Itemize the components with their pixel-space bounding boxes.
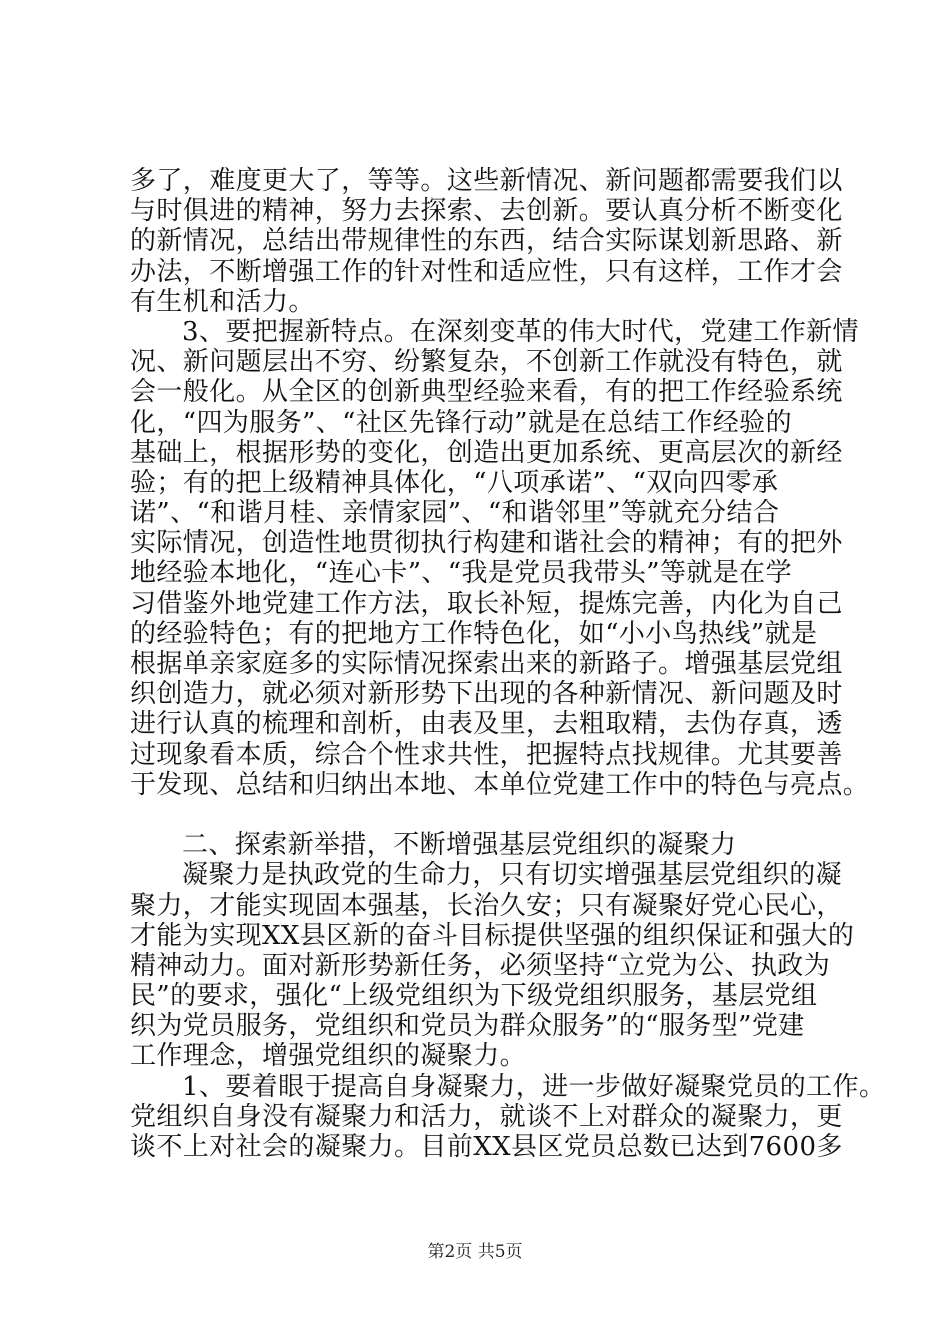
paragraph-gap <box>130 800 830 830</box>
text-line: 实际情况，创造性地贯彻执行构建和谐社会的精神；有的把外 <box>130 528 843 559</box>
text-line: 才能为实现XX县区新的奋斗目标提供坚强的组织保证和强大的 <box>130 920 855 951</box>
text-line: 织创造力，就必须对新形势下出现的各种新情况、新问题及时 <box>130 679 843 710</box>
paragraph-heading: 3、要把握新特点。在深刻变革的伟大时代，党建工作新情 <box>182 316 859 347</box>
text-line: 聚力，才能实现固本强基，长治久安；只有凝聚好党心民心， <box>130 890 843 921</box>
text-line: 与时俱进的精神，努力去探索、去创新。要认真分析不断变化 <box>130 196 843 227</box>
text-line: 况、新问题层出不穷、纷繁复杂，不创新工作就没有特色，就 <box>130 347 843 378</box>
text-line: 于发现、总结和归纳出本地、本单位党建工作中的特色与亮点。 <box>130 769 870 800</box>
document-body <box>130 166 886 1162</box>
text-line: 织为党员服务，党组织和党员为群众服务”的“服务型”党建 <box>130 1011 805 1042</box>
text-line: 有生机和活力。 <box>130 286 315 317</box>
text-line: 诺”、“和谐月桂、亲情家园”、“和谐邻里”等就充分结合 <box>130 498 780 529</box>
text-line: 凝聚力是执政党的生命力，只有切实增强基层党组织的凝 <box>182 860 843 891</box>
text-line: 基础上，根据形势的变化，创造出更加系统、更高层次的新经 <box>130 437 843 468</box>
text-line: 多了，难度更大了，等等。这些新情况、新问题都需要我们以 <box>130 166 843 196</box>
text-line: 化，“四为服务”、“社区先锋行动”就是在总结工作经验的 <box>130 407 792 438</box>
text-line: 验；有的把上级精神具体化，“八项承诺”、“双向四零承 <box>130 467 779 498</box>
text-line: 习借鉴外地党建工作方法，取长补短，提炼完善，内化为自己 <box>130 588 843 619</box>
text-line: 过现象看本质，综合个性求共性，把握特点找规律。尤其要善 <box>130 739 843 770</box>
text-line: 工作理念，增强党组织的凝聚力。 <box>130 1041 527 1072</box>
text-line: 地经验本地化，“连心卡”、“我是党员我带头”等就是在学 <box>130 558 792 589</box>
text-line: 的新情况，总结出带规律性的东西，结合实际谋划新思路、新 <box>130 226 843 257</box>
text-line: 谈不上对社会的凝聚力。目前XX县区党员总数已达到7600多 <box>130 1132 843 1162</box>
text-line: 根据单亲家庭多的实际情况探索出来的新路子。增强基层党组 <box>130 649 843 679</box>
section-heading: 二、探索新举措，不断增强基层党组织的凝聚力 <box>182 830 737 861</box>
text-line: 进行认真的梳理和剖析，由表及里，去粗取精，去伪存真，透 <box>130 709 843 740</box>
paragraph-heading: 1、要着眼于提高自身凝聚力，进一步做好凝聚党员的工作。 <box>182 1071 886 1102</box>
text-line: 精神动力。面对新形势新任务，必须坚持“立党为公、执政为 <box>130 950 831 981</box>
text-line: 会一般化。从全区的创新典型经验来看，有的把工作经验系统 <box>130 377 843 408</box>
text-line: 民”的要求，强化“上级党组织为下级党组织服务，基层党组 <box>130 981 818 1012</box>
page-number-footer: 第2页 共5页 <box>427 1242 523 1262</box>
text-line: 的经验特色；有的把地方工作特色化，如“小小鸟热线”就是 <box>130 618 818 649</box>
text-line: 党组织自身没有凝聚力和活力，就谈不上对群众的凝聚力，更 <box>130 1101 843 1132</box>
text-line: 办法，不断增强工作的针对性和适应性，只有这样，工作才会 <box>130 256 843 287</box>
